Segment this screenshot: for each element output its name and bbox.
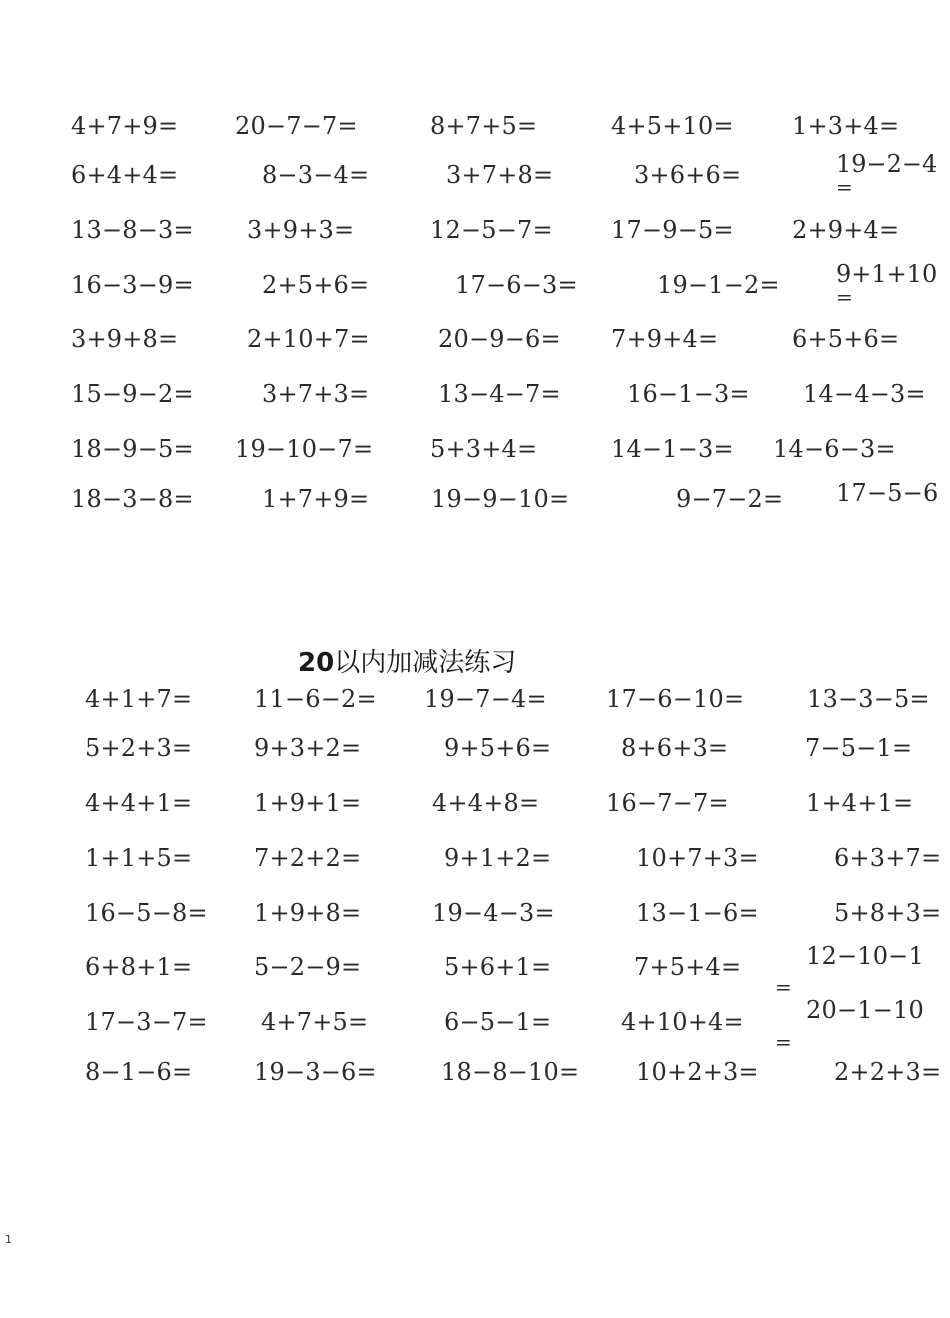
math-problem: 19−10−7= bbox=[235, 435, 374, 463]
math-problem: 2+5+6= bbox=[262, 271, 370, 299]
math-problem: 19−7−4= bbox=[424, 685, 547, 713]
math-problem-wrapped bbox=[836, 151, 937, 197]
math-problem: 3+9+8= bbox=[71, 325, 179, 353]
math-problem: 18−3−8= bbox=[71, 485, 194, 513]
math-problem: 16−5−8= bbox=[85, 899, 208, 927]
math-problem: 17−9−5= bbox=[611, 216, 734, 244]
math-problem: 14−4−3= bbox=[803, 380, 926, 408]
math-problem: 6+8+1= bbox=[85, 953, 193, 981]
math-problem: 8+6+3= bbox=[621, 734, 729, 762]
math-problem-wrapped bbox=[836, 261, 937, 307]
math-problem: 17−5−6 bbox=[836, 479, 939, 507]
math-problem: 4+5+10= bbox=[611, 112, 734, 140]
math-problem: 4+7+9= bbox=[71, 112, 179, 140]
math-problem: 18−8−10= bbox=[441, 1058, 580, 1086]
math-problem: 19−4−3= bbox=[432, 899, 555, 927]
math-problem: 7+2+2= bbox=[254, 844, 362, 872]
math-problem: 19−9−10= bbox=[431, 485, 570, 513]
math-problem: 2+2+3= bbox=[834, 1058, 942, 1086]
worksheet-title bbox=[298, 648, 516, 678]
math-problem: 6+5+6= bbox=[792, 325, 900, 353]
math-problem: 7−5−1= bbox=[805, 734, 913, 762]
math-problem: 14−6−3= bbox=[773, 435, 896, 463]
wrapped-expression: 9+1+10 bbox=[836, 260, 938, 288]
math-problem: 17−3−7= bbox=[85, 1008, 208, 1036]
math-problem: 8+7+5= bbox=[430, 112, 538, 140]
math-problem: 16−3−9= bbox=[71, 271, 194, 299]
math-problem: 1+4+1= bbox=[806, 789, 914, 817]
math-problem: 14−1−3= bbox=[611, 435, 734, 463]
wrapped-expression: 20−1−10 bbox=[806, 996, 924, 1024]
math-problem: 3+7+3= bbox=[262, 380, 370, 408]
math-problem: 16−7−7= bbox=[606, 789, 729, 817]
math-problem: 5+6+1= bbox=[444, 953, 552, 981]
math-problem: 13−8−3= bbox=[71, 216, 194, 244]
math-problem: 17−6−10= bbox=[606, 685, 745, 713]
title-text: 以内加减法练习 bbox=[334, 648, 517, 678]
math-problem: 1+3+4= bbox=[792, 112, 900, 140]
math-problem: 3+9+3= bbox=[247, 216, 355, 244]
wrapped-equals: = bbox=[836, 285, 853, 309]
math-problem: 5+8+3= bbox=[834, 899, 942, 927]
math-problem: 9+5+6= bbox=[444, 734, 552, 762]
math-problem: 10+2+3= bbox=[636, 1058, 759, 1086]
math-problem: 4+4+8= bbox=[432, 789, 540, 817]
math-problem: 1+1+5= bbox=[85, 844, 193, 872]
math-problem: 7+9+4= bbox=[611, 325, 719, 353]
math-problem: 13−4−7= bbox=[438, 380, 561, 408]
math-problem: 4+10+4= bbox=[621, 1008, 744, 1036]
wrapped-equals: = bbox=[775, 975, 792, 999]
math-problem: 8−1−6= bbox=[85, 1058, 193, 1086]
math-problem: 6−5−1= bbox=[444, 1008, 552, 1036]
wrapped-expression: 19−2−4 bbox=[836, 150, 938, 178]
math-problem: 3+6+6= bbox=[634, 161, 742, 189]
math-problem: 11−6−2= bbox=[254, 685, 377, 713]
math-problem: 2+9+4= bbox=[792, 216, 900, 244]
math-problem: 19−3−6= bbox=[254, 1058, 377, 1086]
math-problem: 8−3−4= bbox=[262, 161, 370, 189]
math-problem: 16−1−3= bbox=[627, 380, 750, 408]
wrapped-expression: 12−10−1 bbox=[806, 942, 924, 970]
math-problem: 1+9+8= bbox=[254, 899, 362, 927]
math-problem: 9+3+2= bbox=[254, 734, 362, 762]
math-problem: 7+5+4= bbox=[634, 953, 742, 981]
math-problem: 1+7+9= bbox=[262, 485, 370, 513]
wrapped-equals: = bbox=[775, 1030, 792, 1054]
math-problem: 5+2+3= bbox=[85, 734, 193, 762]
math-problem: 4+7+5= bbox=[261, 1008, 369, 1036]
math-problem: 6+3+7= bbox=[834, 844, 942, 872]
math-problem: 4+4+1= bbox=[85, 789, 193, 817]
math-problem: 2+10+7= bbox=[247, 325, 370, 353]
math-problem: 20−9−6= bbox=[438, 325, 561, 353]
math-problem: 12−5−7= bbox=[430, 216, 553, 244]
math-problem: 19−1−2= bbox=[657, 271, 780, 299]
math-problem: 9+1+2= bbox=[444, 844, 552, 872]
math-problem: 4+1+7= bbox=[85, 685, 193, 713]
math-problem: 17−6−3= bbox=[455, 271, 578, 299]
wrapped-equals: = bbox=[836, 175, 853, 199]
math-problem: 18−9−5= bbox=[71, 435, 194, 463]
math-problem: 5−2−9= bbox=[254, 953, 362, 981]
math-problem: 6+4+4= bbox=[71, 161, 179, 189]
title-number: 20 bbox=[298, 648, 335, 678]
math-problem: 5+3+4= bbox=[430, 435, 538, 463]
math-problem: 13−1−6= bbox=[636, 899, 759, 927]
math-problem: 3+7+8= bbox=[446, 161, 554, 189]
math-problem: 15−9−2= bbox=[71, 380, 194, 408]
page-number: 1 bbox=[5, 1233, 12, 1246]
math-problem: 10+7+3= bbox=[636, 844, 759, 872]
math-problem: 9−7−2= bbox=[676, 485, 784, 513]
math-problem: 1+9+1= bbox=[254, 789, 362, 817]
math-problem: 20−7−7= bbox=[235, 112, 358, 140]
math-problem: 13−3−5= bbox=[807, 685, 930, 713]
